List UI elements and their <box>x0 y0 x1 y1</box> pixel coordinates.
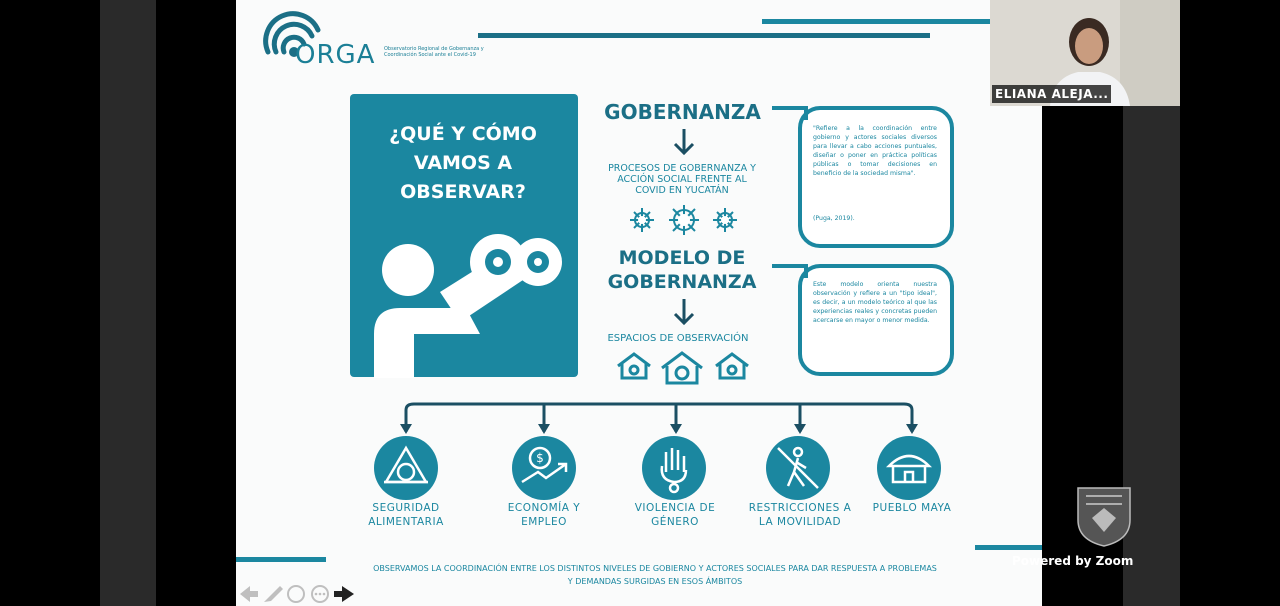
slide-toolbar <box>236 582 366 606</box>
next-arrow-icon[interactable] <box>334 586 354 602</box>
logo-subtitle: Observatorio Regional de Gobernanza y Coordinación Social ante el Covid-19 <box>384 46 484 58</box>
category-food-security <box>374 436 438 500</box>
participant-name: ELIANA ALEJA... <box>992 85 1111 103</box>
gobernanza-definition: "Refiere a la coordinación entre gobierno y actores sociales diversos para llevar a cabo acciones puntuales, diseñar o poner en práctica políticas públicas o tomar decisiones en beneficio de la sociedad misma". <box>813 125 937 177</box>
quote-pointer <box>770 262 810 282</box>
down-arrow-icon <box>673 298 695 326</box>
category-label: ECONOMÍA Y EMPLEO <box>507 502 581 528</box>
previous-arrow-icon[interactable] <box>240 586 258 602</box>
unam-crest-icon <box>1072 484 1136 548</box>
left-letterbox <box>100 0 156 606</box>
category-connector <box>396 396 922 436</box>
more-icon[interactable] <box>312 586 328 602</box>
gobernanza-subtitle: PROCESOS DE GOBERNANZA Y ACCIÓN SOCIAL FRENTE AL COVID EN YUCATÁN <box>608 163 756 196</box>
category-label: PUEBLO MAYA <box>872 502 952 514</box>
svg-text:$: $ <box>536 451 544 465</box>
virus-icons <box>626 204 742 236</box>
category-label: SEGURIDAD ALIMENTARIA <box>368 502 444 528</box>
gobernanza-citation: (Puga, 2019). <box>813 215 855 222</box>
gobernanza-title: GOBERNANZA <box>604 100 761 124</box>
category-mobility <box>766 436 830 500</box>
category-label: VIOLENCIA DE GÉNERO <box>634 502 716 528</box>
economy-icon <box>512 436 576 500</box>
binoculars-person-icon <box>370 230 570 378</box>
pen-icon[interactable] <box>264 586 283 602</box>
category-economy <box>512 436 576 500</box>
footer-line-right <box>975 545 1042 550</box>
down-arrow-icon <box>673 128 695 156</box>
zoom-watermark: Powered by Zoom <box>1012 554 1134 568</box>
slide-footer: OBSERVAMOS LA COORDINACIÓN ENTRE LOS DISTINTOS NIVELES DE GOBIERNO Y ACTORES SOCIALES PARA DAR RESPUESTA A PROBLEMAS Y DEMANDAS SURGIDAS EN ESOS ÁMBITOS <box>373 564 937 586</box>
participant-video[interactable] <box>990 0 1180 106</box>
mobility-restriction-icon <box>766 436 830 500</box>
gender-violence-icon <box>642 436 706 500</box>
category-maya <box>877 436 941 500</box>
header-line-short <box>762 19 990 24</box>
footer-line-left <box>236 557 326 562</box>
maya-house-icon <box>877 436 941 500</box>
slide-icon[interactable] <box>288 586 304 602</box>
modelo-definition: Este modelo orienta nuestra observación y refiere a un "tipo ideal", es decir, a un modelo teórico al que las experiencias reales y concretas pueden acercarse en mayor o menor medida. <box>813 281 937 324</box>
category-label: RESTRICCIONES A LA MOVILIDAD <box>748 502 852 528</box>
logo-name: ORGA <box>295 40 376 70</box>
observation-house-icons <box>616 350 752 386</box>
question-title: ¿QUÉ Y CÓMO VAMOS A OBSERVAR? <box>389 123 537 203</box>
header-line-long <box>478 33 930 38</box>
modelo-title: MODELO DE GOBERNANZA <box>607 247 757 293</box>
quote-pointer <box>770 104 810 124</box>
modelo-subtitle: ESPACIOS DE OBSERVACIÓN <box>607 333 749 344</box>
category-gender-violence <box>642 436 706 500</box>
food-security-icon <box>374 436 438 500</box>
